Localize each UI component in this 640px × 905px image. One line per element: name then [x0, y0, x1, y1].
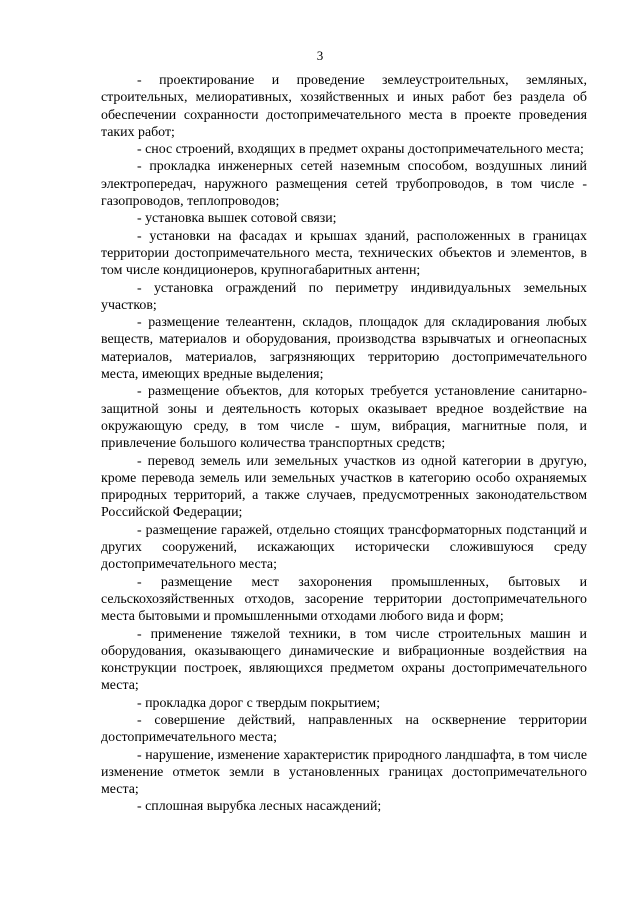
restriction-item: - нарушение, изменение характеристик природного ландшафта, в том числе изменение отметок земли в установленных границах достопримечательного места;: [101, 747, 587, 798]
restriction-item: - проектирование и проведение землеустроительных, земляных, строительных, мелиоративных, хозяйственных и иных работ без раздела об обеспечении сохранности достопримечательного места в проекте проведения таких работ;: [101, 73, 587, 140]
restriction-item: - размещение мест захоронения промышленных, бытовых и сельскохозяйственных отходов, засорение территории достопримечательного места бытовыми и промышленными отходами любого вида и форм;: [101, 574, 587, 625]
restriction-item: - прокладка инженерных сетей наземным способом, воздушных линий электропередач, наружного размещения сетей трубопроводов, в том числе - газопроводов, теплопроводов;: [101, 159, 587, 210]
document-body: [101, 72, 587, 816]
restriction-item: - размещение гаражей, отдельно стоящих трансформаторных подстанций и других сооружений, искажающих исторически сложившуюся среду достопримечательного места;: [101, 522, 587, 573]
restriction-item: - размещение объектов, для которых требуется установление санитарно-защитной зоны и деятельность которых оказывает вредное воздействие на окружающую среду, в том числе - шум, вибрация, магнитные поля, и привлечение большого количества транспортных средств;: [101, 384, 587, 452]
restriction-item: - совершение действий, направленных на осквернение территории достопримечательного места;: [101, 712, 587, 746]
restriction-item: - установка ограждений по периметру индивидуальных земельных участков;: [101, 280, 587, 313]
restriction-item: - применение тяжелой техники, в том числе строительных машин и оборудования, оказывающего динамические и вибрационные воздействия на конструкции построек, являющихся предметом охраны достопримечательного места;: [101, 626, 587, 694]
restriction-item: - снос строений, входящих в предмет охраны достопримечательного места;: [137, 142, 584, 158]
restriction-item: - сплошная вырубка лесных насаждений;: [137, 799, 382, 815]
page-number: 3: [316, 48, 324, 63]
restriction-item: - прокладка дорог с твердым покрытием;: [137, 695, 381, 711]
restriction-item: - перевод земель или земельных участков из одной категории в другую, кроме перевода земель или земельных участков в категорию особо охраняемых природных территорий, а также случаев, предусмотренных законодательством Российской Федерации;: [101, 453, 587, 521]
restriction-item: - установки на фасадах и крышах зданий, расположенных в границах территории достопримечательного места, технических объектов и элементов, в том числе кондиционеров, крупногабаритных антенн;: [101, 228, 587, 279]
restriction-item: - установка вышек сотовой связи;: [137, 211, 337, 227]
restriction-item: - размещение телеантенн, складов, площадок для складирования любых веществ, материалов и оборудования, производства взрывчатых и огнеопасных материалов, материалов, загрязняющих территорию достопримечательного места, имеющих вредные выделения;: [101, 315, 587, 383]
